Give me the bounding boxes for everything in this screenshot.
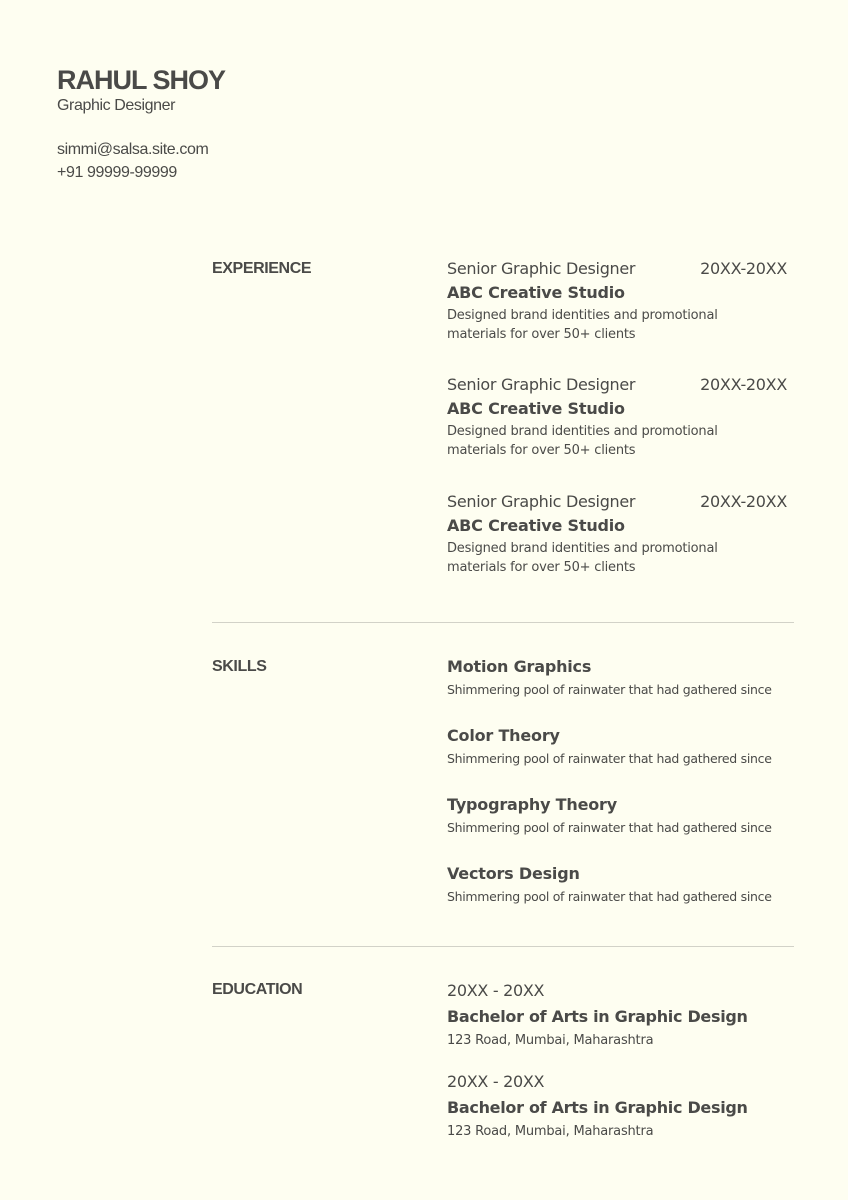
degree-name: Bachelor of Arts in Graphic Design xyxy=(447,1098,748,1117)
skill-name: Color Theory xyxy=(447,726,560,745)
experience-item xyxy=(447,492,787,577)
skill-description: Shimmering pool of rainwater that had gathered since xyxy=(447,889,772,904)
job-dates: 20XX-20XX xyxy=(700,375,787,394)
skills-heading: SKILLS xyxy=(212,658,267,675)
job-dates: 20XX-20XX xyxy=(700,259,787,278)
experience-heading: EXPERIENCE xyxy=(212,260,312,277)
candidate-name: RAHUL SHOY xyxy=(57,65,226,95)
education-item xyxy=(447,981,792,1048)
skill-name: Motion Graphics xyxy=(447,657,592,676)
job-description: Designed brand identities and promotional materials for over 50+ clients xyxy=(447,424,718,458)
section-divider xyxy=(212,946,794,947)
skill-item xyxy=(447,795,792,835)
education-item xyxy=(447,1072,792,1139)
company-name: ABC Creative Studio xyxy=(447,283,625,302)
education-years: 20XX - 20XX xyxy=(447,1072,545,1091)
company-name: ABC Creative Studio xyxy=(447,516,625,535)
job-title: Senior Graphic Designer xyxy=(447,259,636,278)
job-dates: 20XX-20XX xyxy=(700,492,787,511)
education-heading: EDUCATION xyxy=(212,981,303,998)
job-title: Senior Graphic Designer xyxy=(447,375,636,394)
skill-description: Shimmering pool of rainwater that had gathered since xyxy=(447,751,772,766)
skill-item xyxy=(447,726,792,766)
skill-item xyxy=(447,864,792,904)
institution-address: 123 Road, Mumbai, Maharashtra xyxy=(447,1033,654,1048)
email[interactable]: simmi@salsa.site.com xyxy=(57,141,209,158)
skill-name: Typography Theory xyxy=(447,795,617,814)
degree-name: Bachelor of Arts in Graphic Design xyxy=(447,1007,748,1026)
job-title: Senior Graphic Designer xyxy=(447,492,636,511)
job-description: Designed brand identities and promotional materials for over 50+ clients xyxy=(447,308,718,342)
job-description: Designed brand identities and promotional materials for over 50+ clients xyxy=(447,541,718,575)
candidate-title: Graphic Designer xyxy=(57,97,176,114)
experience-item xyxy=(447,259,787,344)
experience-item xyxy=(447,375,787,460)
resume-header xyxy=(57,64,225,184)
education-years: 20XX - 20XX xyxy=(447,981,545,1000)
section-divider xyxy=(212,622,794,623)
phone[interactable]: +91 99999-99999 xyxy=(57,164,177,181)
skill-description: Shimmering pool of rainwater that had gathered since xyxy=(447,682,772,697)
skill-description: Shimmering pool of rainwater that had gathered since xyxy=(447,820,772,835)
company-name: ABC Creative Studio xyxy=(447,399,625,418)
skill-name: Vectors Design xyxy=(447,864,580,883)
skill-item xyxy=(447,657,792,697)
institution-address: 123 Road, Mumbai, Maharashtra xyxy=(447,1124,654,1139)
contact-info xyxy=(57,138,225,184)
